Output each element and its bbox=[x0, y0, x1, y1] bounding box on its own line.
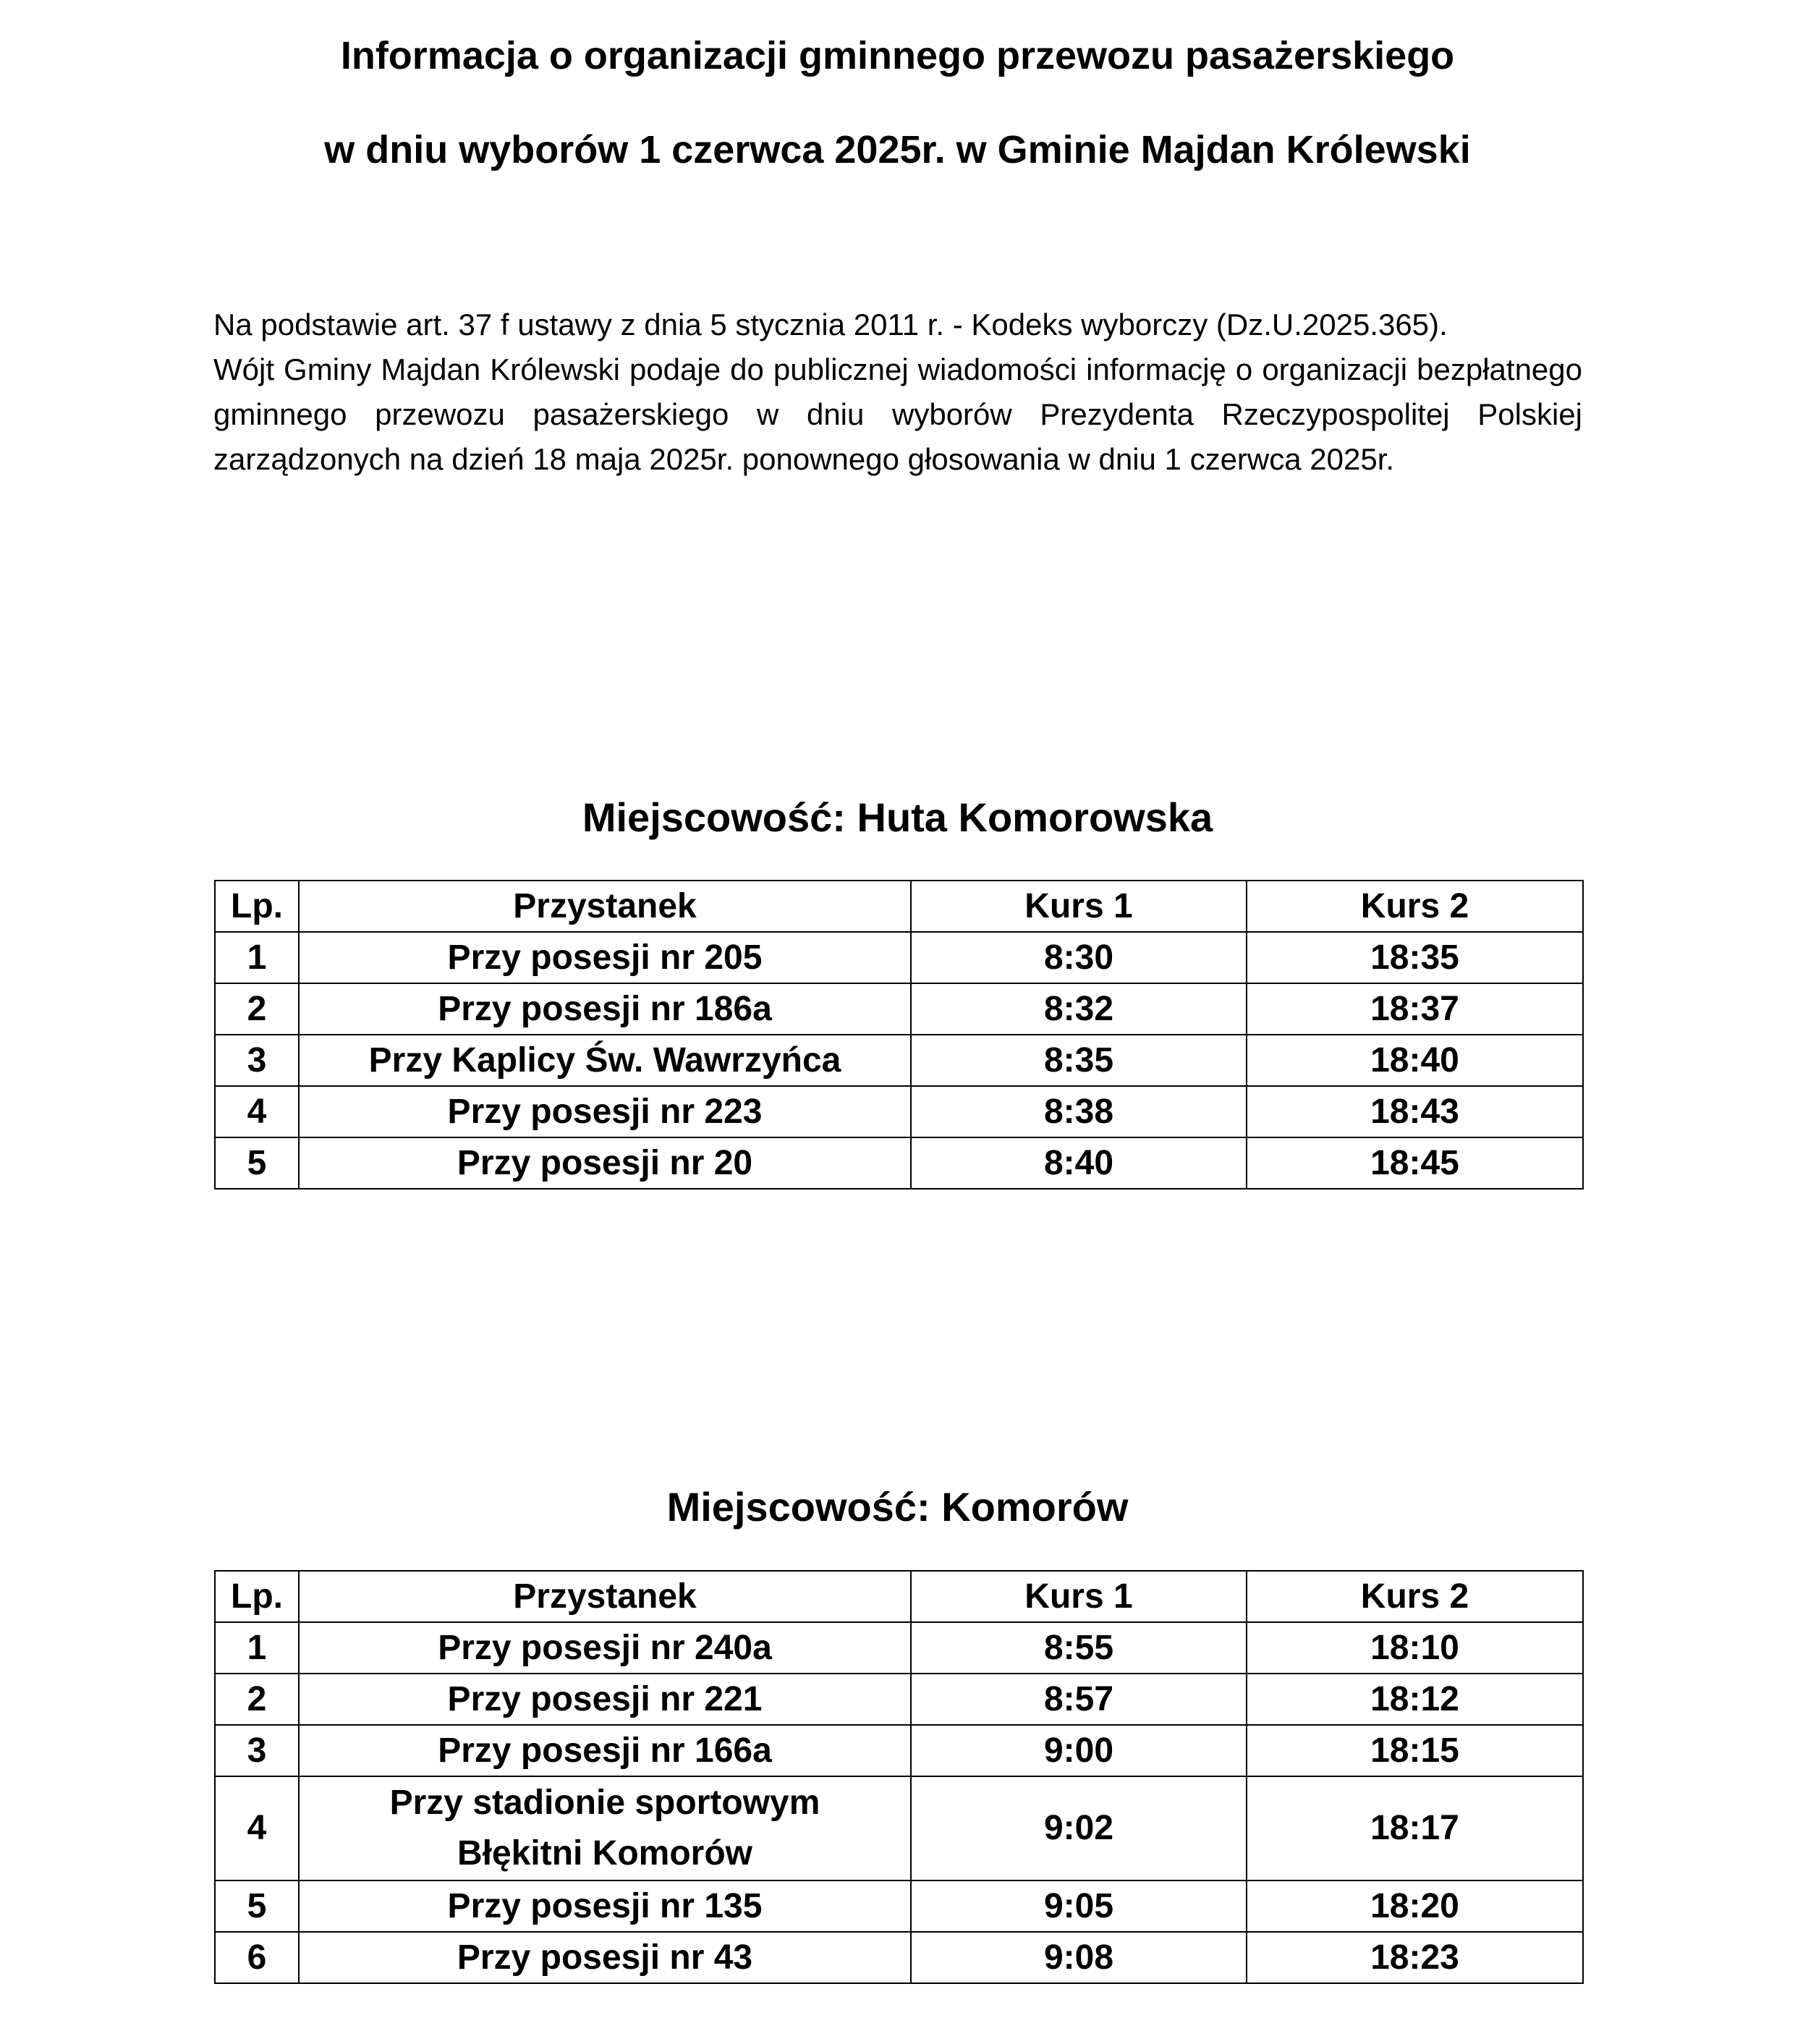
column-header-stop: Przystanek bbox=[299, 881, 911, 932]
table-row bbox=[215, 1880, 1583, 1932]
cell-kurs1: 9:02 bbox=[911, 1776, 1247, 1880]
cell-lp: 6 bbox=[215, 1932, 299, 1983]
column-header-kurs1: Kurs 1 bbox=[911, 1571, 1247, 1622]
cell-stop-line: Błękitni Komorów bbox=[457, 1834, 753, 1873]
schedule-table-huta-komorowska bbox=[214, 880, 1584, 1189]
column-header-lp: Lp. bbox=[215, 1571, 299, 1622]
cell-kurs2: 18:23 bbox=[1247, 1932, 1583, 1983]
document-title-line-1: Informacja o organizacji gminnego przewozu pasażerskiego bbox=[340, 34, 1455, 77]
intro-text bbox=[213, 302, 1582, 482]
document-title-line-2: w dniu wyborów 1 czerwca 2025r. w Gminie Majdan Królewski bbox=[324, 128, 1471, 171]
cell-stop: Przy Kaplicy Św. Wawrzyńca bbox=[299, 1035, 911, 1086]
cell-kurs2: 18:17 bbox=[1247, 1776, 1583, 1880]
cell-stop bbox=[299, 1776, 911, 1880]
cell-lp: 5 bbox=[215, 1880, 299, 1932]
cell-kurs1: 9:00 bbox=[911, 1725, 1247, 1776]
cell-kurs1: 8:57 bbox=[911, 1674, 1247, 1725]
cell-kurs1: 9:08 bbox=[911, 1932, 1247, 1983]
cell-stop: Przy posesji nr 166a bbox=[299, 1725, 911, 1776]
cell-kurs1: 8:35 bbox=[911, 1035, 1247, 1086]
table-row bbox=[215, 1674, 1583, 1725]
intro-paragraph-legal-basis: Na podstawie art. 37 f ustawy z dnia 5 stycznia 2011 r. - Kodeks wyborczy (Dz.U.2025.365). bbox=[213, 308, 1448, 342]
cell-stop: Przy posesji nr 43 bbox=[299, 1932, 911, 1983]
cell-stop: Przy posesji nr 20 bbox=[299, 1137, 911, 1189]
cell-kurs2: 18:12 bbox=[1247, 1674, 1583, 1725]
cell-kurs2: 18:45 bbox=[1247, 1137, 1583, 1189]
table-row bbox=[215, 1035, 1583, 1086]
column-header-kurs2: Kurs 2 bbox=[1247, 881, 1583, 932]
cell-lp: 5 bbox=[215, 1137, 299, 1189]
cell-kurs1: 8:55 bbox=[911, 1622, 1247, 1674]
cell-kurs2: 18:10 bbox=[1247, 1622, 1583, 1674]
cell-kurs2: 18:40 bbox=[1247, 1035, 1583, 1086]
table-row bbox=[215, 1725, 1583, 1776]
table-row bbox=[215, 932, 1583, 983]
table-header-row bbox=[215, 881, 1583, 932]
column-header-kurs1: Kurs 1 bbox=[911, 881, 1247, 932]
cell-kurs2: 18:37 bbox=[1247, 983, 1583, 1035]
section-title-komorow: Miejscowość: Komorów bbox=[666, 1484, 1129, 1530]
cell-lp: 2 bbox=[215, 1674, 299, 1725]
cell-kurs1: 8:32 bbox=[911, 983, 1247, 1035]
cell-stop: Przy posesji nr 205 bbox=[299, 932, 911, 983]
table-row bbox=[215, 1137, 1583, 1189]
cell-kurs1: 8:30 bbox=[911, 932, 1247, 983]
cell-kurs1: 8:38 bbox=[911, 1086, 1247, 1137]
cell-kurs2: 18:43 bbox=[1247, 1086, 1583, 1137]
column-header-lp: Lp. bbox=[215, 881, 299, 932]
cell-kurs2: 18:15 bbox=[1247, 1725, 1583, 1776]
table-row bbox=[215, 1086, 1583, 1137]
cell-stop: Przy posesji nr 186a bbox=[299, 983, 911, 1035]
cell-kurs1: 9:05 bbox=[911, 1880, 1247, 1932]
cell-lp: 3 bbox=[215, 1725, 299, 1776]
cell-lp: 4 bbox=[215, 1086, 299, 1137]
cell-kurs2: 18:35 bbox=[1247, 932, 1583, 983]
cell-lp: 1 bbox=[215, 1622, 299, 1674]
cell-lp: 3 bbox=[215, 1035, 299, 1086]
cell-stop: Przy posesji nr 240a bbox=[299, 1622, 911, 1674]
cell-lp: 1 bbox=[215, 932, 299, 983]
table-header-row bbox=[215, 1571, 1583, 1622]
cell-stop: Przy posesji nr 223 bbox=[299, 1086, 911, 1137]
column-header-kurs2: Kurs 2 bbox=[1247, 1571, 1583, 1622]
cell-stop: Przy posesji nr 135 bbox=[299, 1880, 911, 1932]
table-row bbox=[215, 1932, 1583, 1983]
cell-kurs2: 18:20 bbox=[1247, 1880, 1583, 1932]
table-row bbox=[215, 983, 1583, 1035]
section-title-huta-komorowska: Miejscowość: Huta Komorowska bbox=[582, 794, 1213, 840]
cell-stop-line: Przy stadionie sportowym bbox=[389, 1784, 820, 1822]
cell-kurs1: 8:40 bbox=[911, 1137, 1247, 1189]
table-row bbox=[215, 1776, 1583, 1880]
cell-stop: Przy posesji nr 221 bbox=[299, 1674, 911, 1725]
cell-lp: 4 bbox=[215, 1776, 299, 1880]
table-row bbox=[215, 1622, 1583, 1674]
cell-lp: 2 bbox=[215, 983, 299, 1035]
schedule-table-komorow bbox=[214, 1570, 1584, 1984]
intro-paragraph-announcement: Wójt Gminy Majdan Królewski podaje do publicznej wiadomości informację o organizacji bezpłatnego gminnego przewozu pasażerskiego w dniu wyborów Prezydenta Rzeczypospolitej Polskiej zarządzonych na dzień 18 maja 2025r. ponownego głosowania w dniu 1 czerwca 2025r. bbox=[213, 352, 1582, 476]
column-header-stop: Przystanek bbox=[299, 1571, 911, 1622]
